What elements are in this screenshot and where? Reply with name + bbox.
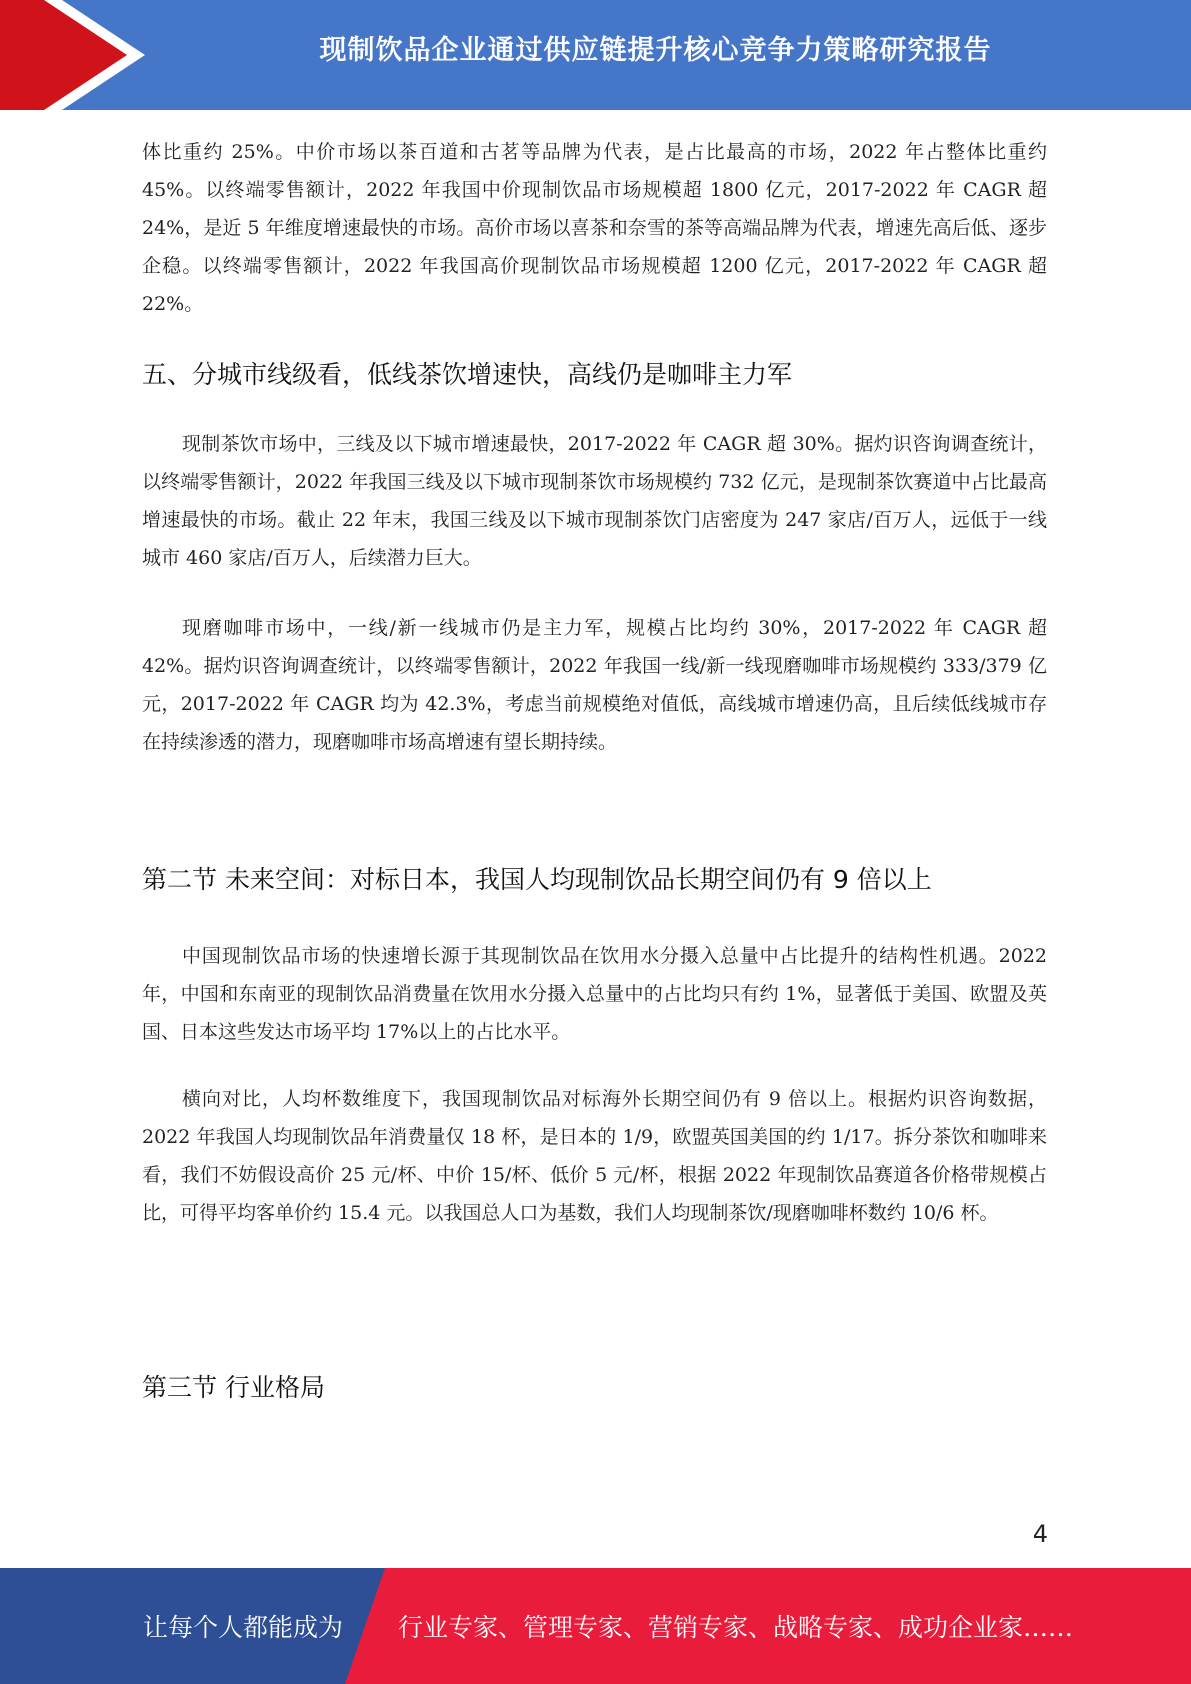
paragraph-continued — [142, 133, 1047, 323]
paragraph-tea-market: 现制茶饮市场中，三线及以下城市增速最快，2017-2022 年 CAGR 超 30%。据灼识咨询调查统计，以终端零售额计，2022 年我国三线及以下城市现制茶饮市场规模约 732 亿元，是现制茶饮赛道中占比最高增速最快的市场。截止 22 年末，我国三线及以下城市现制茶饮门店密度为 247 家店/百万人，远低于一线城市 460 家店/百万人，后续潜力巨大。 — [142, 433, 1047, 569]
page-header — [0, 0, 1191, 110]
page-footer — [0, 1568, 1191, 1684]
heading-city-tier: 五、分城市线级看，低线茶饮增速快，高线仍是咖啡主力军 — [142, 360, 793, 389]
section-2-title: 第二节 未来空间：对标日本，我国人均现制饮品长期空间仍有 9 倍以上 — [142, 865, 932, 894]
footer-slogan-right: 行业专家、管理专家、营销专家、战略专家、成功企业家…… — [398, 1613, 1074, 1642]
header-title: 现制饮品企业通过供应链提升核心竞争力策略研究报告 — [319, 35, 992, 66]
section-3-heading — [142, 1368, 1047, 1404]
section-heading-5 — [142, 355, 1047, 391]
paragraph-space-2-block — [142, 1080, 1047, 1232]
paragraph-coffee-market: 现磨咖啡市场中，一线/新一线城市仍是主力军，规模占比均约 30%，2017-2022 年 CAGR 超 42%。据灼识咨询调查统计，以终端零售额计，2022 年我国一线/新一线现磨咖啡市场规模约 333/379 亿元，2017-2022 年 CAGR 均为 42.3%，考虑当前规模绝对值低，高线城市增速仍高，且后续低线城市存在持续渗透的潜力，现磨咖啡市场高增速有望长期持续。 — [142, 617, 1047, 753]
paragraph-structural-opportunity: 中国现制饮品市场的快速增长源于其现制饮品在饮用水分摄入总量中占比提升的结构性机遇。2022 年，中国和东南亚的现制饮品消费量在饮用水分摄入总量中的占比均只有约 1%，显著低于美国、欧盟及英国、日本这些发达市场平均 17%以上的占比水平。 — [142, 945, 1047, 1043]
section-2-heading — [142, 860, 1047, 896]
section-3-title: 第三节 行业格局 — [142, 1373, 325, 1402]
paragraph-coffee-block — [142, 609, 1047, 761]
paragraph-space-1-block — [142, 937, 1047, 1051]
footer-slogan-left: 让每个人都能成为 — [143, 1613, 344, 1642]
paragraph-per-capita-comparison: 横向对比，人均杯数维度下，我国现制饮品对标海外长期空间仍有 9 倍以上。根据灼识咨询数据，2022 年我国人均现制饮品年消费量仅 18 杯，是日本的 1/9，欧盟英国美国的约 1/17。拆分茶饮和咖啡来看，我们不妨假设高价 25 元/杯、中价 15/杯、低价 5 元/杯，根据 2022 年现制饮品赛道各价格带规模占比，可得平均客单价约 15.4 元。以我国总人口为基数，我们人均现制茶饮/现磨咖啡杯数约 10/6 杯。 — [142, 1088, 1047, 1224]
paragraph-tea-block — [142, 425, 1047, 577]
paragraph-price-segments: 体比重约 25%。中价市场以茶百道和古茗等品牌为代表，是占比最高的市场，2022 年占整体比重约 45%。以终端零售额计，2022 年我国中价现制饮品市场规模超 1800 亿元，2017-2022 年 CAGR 超 24%，是近 5 年维度增速最快的市场。高价市场以喜茶和奈雪的茶等高端品牌为代表，增速先高后低、逐步企稳。以终端零售额计，2022 年我国高价现制饮品市场规模超 1200 亿元，2017-2022 年 CAGR 超 22%。 — [142, 141, 1047, 315]
page-number: 4 — [1032, 1520, 1048, 1548]
